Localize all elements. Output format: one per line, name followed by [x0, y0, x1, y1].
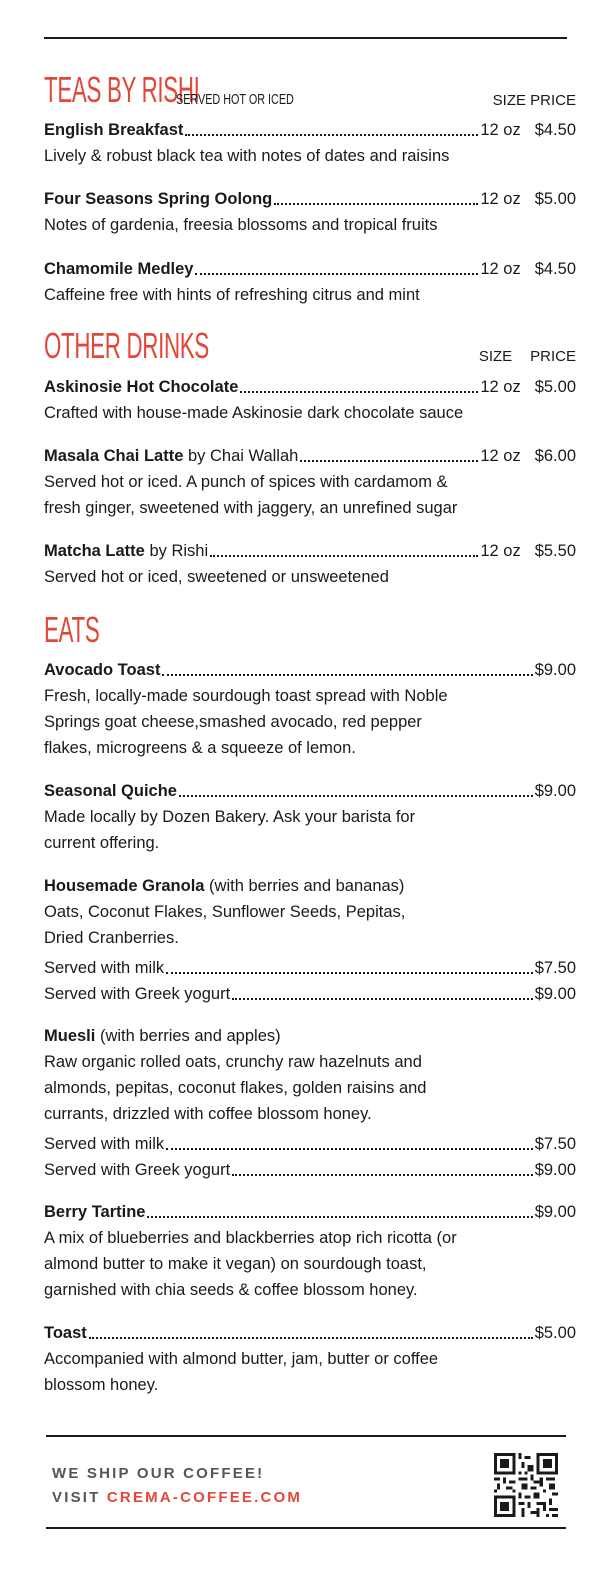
item-description: Caffeine free with hints of refreshing citrus and mint [44, 286, 420, 304]
website-link[interactable]: CREMA-COFFEE.COM [106, 1489, 303, 1506]
col-size: SIZE [478, 348, 513, 365]
teas-header [44, 69, 576, 110]
item-name: Avocado Toast [44, 661, 161, 679]
option-price: $9.00 [534, 985, 576, 1003]
item-size: 12 oz [480, 260, 521, 278]
item-description-line: currants, drizzled with coffee blossom honey. [44, 1105, 372, 1123]
menu-item-four-seasons-oolong [44, 186, 576, 238]
item-name-extra: by Rishi [144, 542, 209, 560]
teas-columns: SIZE PRICE [492, 92, 576, 109]
item-description-line: Dried Cranberries. [44, 929, 179, 947]
top-rule [44, 37, 567, 39]
footer-top-rule [46, 1435, 566, 1437]
col-price: PRICE [530, 348, 576, 365]
item-description-line: Made locally by Dozen Bakery. Ask your barista for [44, 808, 416, 826]
item-description-line: Served hot or iced. A punch of spices with cardamom & [44, 473, 448, 491]
teas-subtitle: SERVED HOT OR ICED [176, 91, 294, 108]
item-name: Masala Chai Latte [44, 447, 184, 465]
qr-code-icon[interactable] [494, 1453, 558, 1517]
item-price: $9.00 [534, 782, 576, 800]
other-drinks-columns [479, 349, 576, 364]
menu-item-masala-chai [44, 443, 576, 521]
item-price: $9.00 [534, 661, 576, 679]
item-description-line: Springs goat cheese,smashed avocado, red pepper [44, 713, 422, 731]
footer-visit-line [52, 1486, 302, 1510]
item-description: Served hot or iced, sweetened or unsweetened [44, 568, 389, 586]
item-description-line: almond butter to make it vegan) on sourdough toast, [44, 1255, 427, 1273]
dot-leader [185, 134, 478, 136]
dot-leader [162, 674, 532, 676]
eats-title: EATS [44, 609, 100, 650]
item-description: Lively & robust black tea with notes of dates and raisins [44, 147, 450, 165]
item-description-line: Accompanied with almond butter, jam, butter or coffee [44, 1350, 439, 1368]
item-name-extra: by Chai Wallah [183, 447, 299, 465]
option-label: Served with milk [44, 1135, 165, 1153]
dot-leader [210, 555, 478, 557]
item-name: Toast [44, 1324, 87, 1342]
option-row [44, 981, 576, 1007]
dot-leader [232, 1174, 533, 1176]
item-name: Seasonal Quiche [44, 782, 177, 800]
menu-item-hot-chocolate [44, 374, 576, 426]
menu-item-seasonal-quiche [44, 778, 576, 856]
item-description-line: almonds, pepitas, coconut flakes, golden raisins and [44, 1079, 427, 1097]
eats-header [44, 609, 576, 650]
dot-leader [195, 273, 478, 275]
footer-ship-line: WE SHIP OUR COFFEE! [52, 1465, 265, 1482]
item-description-line: Raw organic rolled oats, crunchy raw hazelnuts and [44, 1053, 422, 1071]
item-name: Housemade Granola [44, 877, 205, 895]
item-price: $6.00 [534, 447, 576, 465]
item-description-line: current offering. [44, 834, 160, 852]
item-name-extra: (with berries and apples) [95, 1027, 281, 1045]
dot-leader [147, 1216, 532, 1218]
item-name: Askinosie Hot Chocolate [44, 378, 239, 396]
option-label: Served with Greek yogurt [44, 1161, 231, 1179]
footer-bottom-rule [46, 1527, 566, 1529]
option-label: Served with milk [44, 959, 165, 977]
item-size: 12 oz [480, 542, 521, 560]
option-price: $9.00 [534, 1161, 576, 1179]
item-description-line: garnished with chia seeds & coffee blossom honey. [44, 1281, 418, 1299]
item-price: $9.00 [534, 1203, 576, 1221]
item-name: Berry Tartine [44, 1203, 146, 1221]
option-price: $7.50 [534, 959, 576, 977]
teas-title: TEAS BY RISHI [44, 69, 200, 110]
footer-visit-label: VISIT [52, 1489, 107, 1506]
item-name: Matcha Latte [44, 542, 145, 560]
dot-leader [232, 998, 533, 1000]
menu-item-housemade-granola [44, 873, 576, 1007]
item-description-line: A mix of blueberries and blackberries atop rich ricotta (or [44, 1229, 457, 1247]
option-row [44, 1157, 576, 1183]
dot-leader [166, 1148, 533, 1150]
item-description-line: fresh ginger, sweetened with jaggery, an unrefined sugar [44, 499, 458, 517]
item-name-extra: (with berries and bananas) [204, 877, 405, 895]
menu-item-matcha-latte [44, 538, 576, 590]
item-name: Chamomile Medley [44, 260, 194, 278]
other-drinks-header [44, 325, 576, 366]
item-size: 12 oz [480, 447, 521, 465]
item-description-line: Fresh, locally-made sourdough toast spread with Noble [44, 687, 448, 705]
dot-leader [300, 460, 478, 462]
menu-item-chamomile-medley [44, 256, 576, 308]
option-label: Served with Greek yogurt [44, 985, 231, 1003]
dot-leader [166, 972, 533, 974]
item-price: $4.50 [534, 260, 576, 278]
menu-item-muesli [44, 1023, 576, 1183]
menu-item-english-breakfast [44, 117, 576, 169]
dot-leader [179, 795, 533, 797]
item-size: 12 oz [480, 190, 521, 208]
item-price: $5.50 [534, 542, 576, 560]
item-size: 12 oz [480, 378, 521, 396]
item-description: Crafted with house-made Askinosie dark chocolate sauce [44, 404, 464, 422]
dot-leader [89, 1337, 533, 1339]
dot-leader [240, 391, 478, 393]
item-size: 12 oz [480, 121, 521, 139]
item-description-line: flakes, microgreens & a squeeze of lemon. [44, 739, 356, 757]
option-row [44, 1131, 576, 1157]
menu-item-toast [44, 1320, 576, 1398]
item-price: $5.00 [534, 1324, 576, 1342]
menu-item-avocado-toast [44, 657, 576, 761]
menu-item-berry-tartine [44, 1199, 576, 1303]
item-name: Four Seasons Spring Oolong [44, 190, 273, 208]
option-price: $7.50 [534, 1135, 576, 1153]
item-description: Notes of gardenia, freesia blossoms and tropical fruits [44, 216, 438, 234]
other-drinks-title: OTHER DRINKS [44, 325, 209, 366]
item-description-line: Oats, Coconut Flakes, Sunflower Seeds, Pepitas, [44, 903, 406, 921]
item-price: $5.00 [534, 190, 576, 208]
item-description-line: blossom honey. [44, 1376, 159, 1394]
item-name: English Breakfast [44, 121, 184, 139]
footer-promo [52, 1462, 302, 1510]
item-name: Muesli [44, 1027, 96, 1045]
option-row [44, 955, 576, 981]
dot-leader [274, 203, 478, 205]
item-price: $4.50 [534, 121, 576, 139]
item-price: $5.00 [534, 378, 576, 396]
